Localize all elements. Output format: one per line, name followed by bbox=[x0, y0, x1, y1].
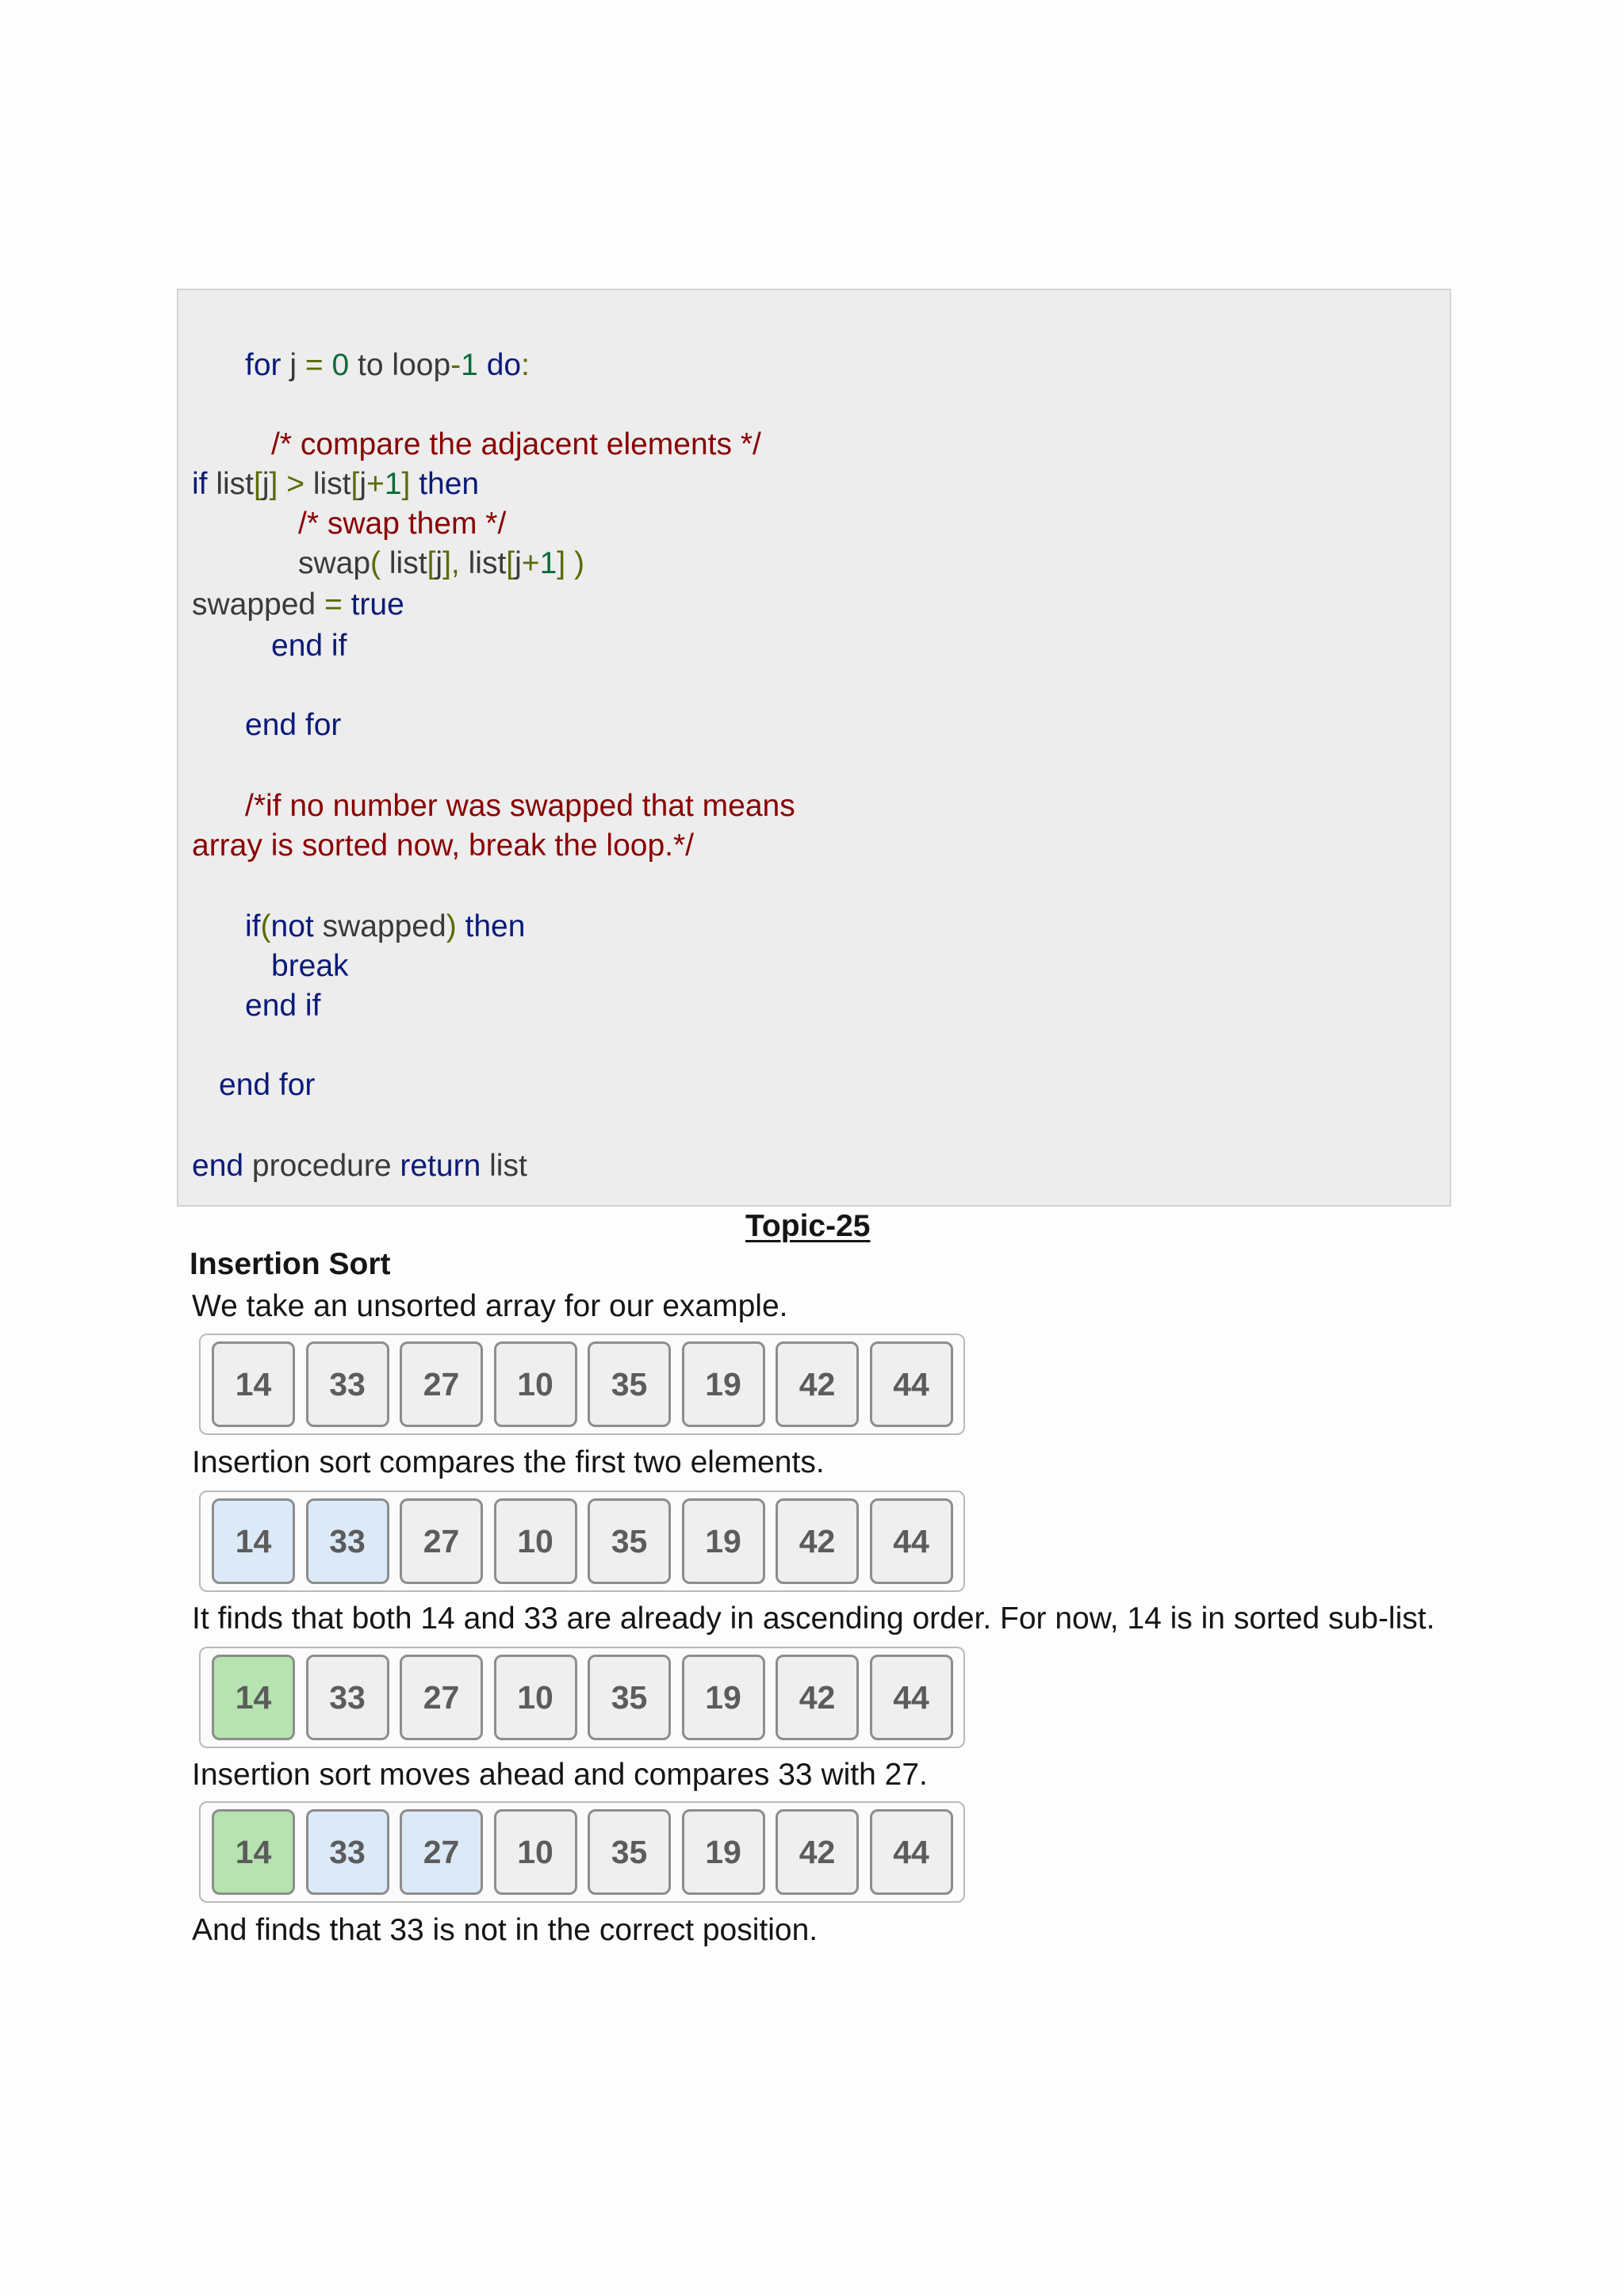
code-operator: , bbox=[450, 546, 460, 580]
code-keyword: true bbox=[350, 587, 404, 622]
array-cell: 33 bbox=[306, 1341, 389, 1427]
array-cell: 33 bbox=[306, 1809, 389, 1895]
code-var: j bbox=[262, 467, 270, 501]
topic-title: Topic-25 bbox=[745, 1209, 871, 1243]
array-cell: 33 bbox=[306, 1498, 389, 1584]
array-cell: 19 bbox=[682, 1341, 765, 1427]
code-operator: + bbox=[521, 546, 540, 580]
array-cell: 44 bbox=[870, 1341, 953, 1427]
code-operator: > bbox=[286, 467, 304, 501]
code-operator: = bbox=[304, 348, 324, 382]
array-cell: 27 bbox=[400, 1341, 483, 1427]
code-plain: list bbox=[216, 467, 255, 501]
array-cell: 14 bbox=[212, 1655, 295, 1740]
array-cell: 10 bbox=[494, 1498, 577, 1584]
array-diagram-compare-first bbox=[199, 1490, 965, 1592]
array-cell: 14 bbox=[212, 1341, 295, 1427]
code-operator: ( bbox=[260, 909, 271, 943]
code-operator: + bbox=[366, 467, 385, 501]
code-operator: ] bbox=[401, 467, 411, 501]
code-plain: list bbox=[489, 1149, 527, 1183]
code-line-for bbox=[245, 347, 530, 384]
code-operator: ] bbox=[557, 546, 566, 580]
array-cell: 27 bbox=[400, 1655, 483, 1740]
code-line-swap bbox=[298, 545, 584, 582]
code-operator: - bbox=[450, 348, 462, 382]
code-keyword: if bbox=[192, 467, 208, 501]
section-heading: Insertion Sort bbox=[190, 1247, 391, 1281]
code-number: 1 bbox=[539, 546, 557, 580]
array-cell: 44 bbox=[870, 1498, 953, 1584]
code-end-for-inner: end for bbox=[245, 708, 342, 742]
array-cell: 33 bbox=[306, 1655, 389, 1740]
code-operator: [ bbox=[254, 467, 262, 501]
array-cell: 14 bbox=[212, 1809, 295, 1895]
code-keyword: do bbox=[486, 348, 522, 382]
array-cell: 44 bbox=[870, 1655, 953, 1740]
code-operator: ) bbox=[446, 909, 457, 943]
code-plain: procedure bbox=[251, 1149, 392, 1183]
code-operator: ( bbox=[370, 546, 381, 580]
code-keyword: then bbox=[419, 467, 480, 501]
code-keyword: if bbox=[245, 909, 261, 943]
paragraph-not-correct-position: And finds that 33 is not in the correct position. bbox=[192, 1913, 818, 1947]
code-keyword: not bbox=[270, 909, 314, 943]
code-line-if-not bbox=[245, 909, 525, 945]
code-operator: [ bbox=[427, 546, 436, 580]
code-comment-sorted-1: /*if no number was swapped that means bbox=[245, 789, 795, 823]
code-var: j bbox=[289, 348, 297, 382]
code-operator: ] bbox=[269, 467, 278, 501]
code-var: j bbox=[515, 546, 522, 580]
array-cell: 42 bbox=[776, 1809, 859, 1895]
code-var: j bbox=[359, 467, 367, 501]
array-cell: 19 bbox=[682, 1655, 765, 1740]
paragraph-unsorted-array: We take an unsorted array for our example. bbox=[192, 1289, 788, 1323]
array-cell: 42 bbox=[776, 1341, 859, 1427]
code-keyword: end bbox=[192, 1149, 244, 1183]
code-plain: list bbox=[389, 546, 427, 580]
code-var: swapped bbox=[192, 587, 316, 622]
code-comment-compare: /* compare the adjacent elements */ bbox=[271, 427, 761, 461]
code-plain: list bbox=[468, 546, 507, 580]
code-plain: loop bbox=[392, 348, 451, 382]
code-line-swapped bbox=[192, 587, 404, 623]
code-break: break bbox=[271, 949, 349, 983]
array-cell: 42 bbox=[776, 1655, 859, 1740]
code-comment-sorted-2: array is sorted now, break the loop.*/ bbox=[192, 828, 695, 863]
code-operator: [ bbox=[506, 546, 515, 580]
paragraph-already-ascending: It finds that both 14 and 33 are already in ascending order. For now, 14 is in sorted sub-list. bbox=[192, 1601, 1435, 1636]
array-cell: 19 bbox=[682, 1809, 765, 1895]
paragraph-compare-first-two: Insertion sort compares the first two elements. bbox=[192, 1445, 825, 1479]
array-cell: 44 bbox=[870, 1809, 953, 1895]
code-operator: [ bbox=[350, 467, 360, 501]
array-cell: 27 bbox=[400, 1498, 483, 1584]
array-diagram-compare-33-27 bbox=[199, 1801, 965, 1903]
code-keyword: then bbox=[465, 909, 526, 943]
code-line-if bbox=[192, 466, 479, 503]
array-cell: 35 bbox=[588, 1341, 671, 1427]
array-cell: 10 bbox=[494, 1655, 577, 1740]
code-end-for-outer: end for bbox=[219, 1068, 316, 1102]
code-operator: = bbox=[324, 587, 343, 622]
code-number: 1 bbox=[461, 348, 478, 382]
code-end-if-inner: end if bbox=[271, 629, 347, 663]
paragraph-moves-ahead: Insertion sort moves ahead and compares 33 with 27. bbox=[192, 1758, 928, 1792]
array-cell: 27 bbox=[400, 1809, 483, 1895]
array-diagram-unsorted bbox=[199, 1334, 965, 1435]
code-line-end-procedure bbox=[192, 1148, 527, 1184]
array-cell: 14 bbox=[212, 1498, 295, 1584]
code-keyword: return bbox=[400, 1149, 481, 1183]
code-var: j bbox=[435, 546, 443, 580]
code-plain: swap bbox=[298, 546, 371, 580]
code-plain: to bbox=[358, 348, 384, 382]
code-operator: ] bbox=[442, 546, 451, 580]
array-cell: 19 bbox=[682, 1498, 765, 1584]
array-diagram-sorted-sublist bbox=[199, 1647, 965, 1748]
code-keyword: for bbox=[245, 348, 282, 382]
code-number: 0 bbox=[331, 348, 350, 382]
code-end-if-outer: end if bbox=[245, 989, 321, 1023]
array-cell: 42 bbox=[776, 1498, 859, 1584]
code-operator: : bbox=[521, 348, 530, 382]
array-cell: 10 bbox=[494, 1809, 577, 1895]
code-number: 1 bbox=[384, 467, 402, 501]
code-comment-swap: /* swap them */ bbox=[298, 507, 507, 541]
array-cell: 10 bbox=[494, 1341, 577, 1427]
code-var: swapped bbox=[322, 909, 446, 943]
code-operator: ) bbox=[573, 546, 584, 580]
array-cell: 35 bbox=[588, 1498, 671, 1584]
array-cell: 35 bbox=[588, 1809, 671, 1895]
code-plain: list bbox=[312, 467, 351, 501]
array-cell: 35 bbox=[588, 1655, 671, 1740]
